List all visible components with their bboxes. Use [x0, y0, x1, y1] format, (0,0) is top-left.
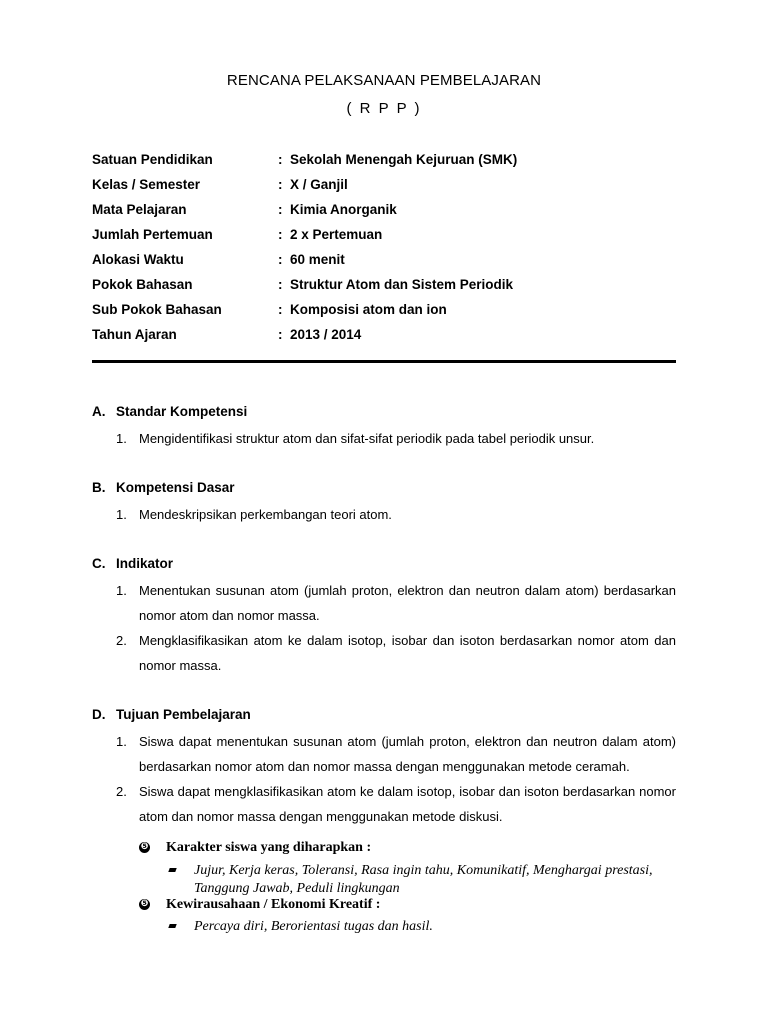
item-number: 1.	[116, 734, 127, 749]
section-heading	[92, 480, 676, 500]
section-tujuan-pembelajaran	[92, 707, 676, 829]
kewirausahaan-block	[139, 897, 679, 936]
info-colon: :	[278, 227, 283, 242]
kewirausahaan-text: Percaya diri, Berorientasi tugas dan hasil.	[194, 919, 433, 934]
info-colon: :	[278, 327, 283, 342]
list-item	[92, 779, 676, 829]
info-value: Struktur Atom dan Sistem Periodik	[290, 277, 514, 292]
info-value: X / Ganjil	[290, 177, 348, 192]
circled-number-icon: ❺	[140, 899, 149, 909]
info-value: Kimia Anorganik	[290, 202, 397, 217]
section-title: Kompetensi Dasar	[116, 480, 235, 495]
item-number: 1.	[116, 507, 127, 522]
item-number: 1.	[116, 583, 127, 598]
list-item	[92, 502, 676, 527]
section-title: Tujuan Pembelajaran	[116, 707, 251, 722]
info-colon: :	[278, 277, 283, 292]
list-item	[92, 578, 676, 628]
list-item	[92, 729, 676, 779]
info-label: Mata Pelajaran	[92, 202, 187, 217]
karakter-title: Karakter siswa yang diharapkan :	[166, 840, 372, 855]
section-heading	[92, 404, 676, 424]
kewirausahaan-item	[139, 918, 679, 936]
section-indikator	[92, 556, 676, 678]
item-text: Siswa dapat menentukan susunan atom (jumlah proton, elektron dan neutron dalam atom) berdasarkan nomor atom dan nomor massa dengan menggunakan metode ceramah.	[139, 734, 676, 774]
section-letter: A.	[92, 404, 106, 419]
kewirausahaan-title: Kewirausahaan / Ekonomi Kreatif :	[166, 897, 381, 912]
document-title: RENCANA PELAKSANAAN PEMBELAJARAN	[226, 72, 542, 89]
section-kompetensi-dasar	[92, 480, 676, 527]
info-value: 2013 / 2014	[290, 327, 362, 342]
info-row-kelas	[92, 177, 692, 202]
square-bullet-icon	[168, 924, 176, 928]
info-row-alokasi	[92, 252, 692, 277]
info-label: Jumlah Pertemuan	[92, 227, 213, 242]
info-label: Tahun Ajaran	[92, 327, 177, 342]
info-colon: :	[278, 152, 283, 167]
item-text: Mengklasifikasikan atom ke dalam isotop, isobar dan isoton berdasarkan nomor atom dan nomor massa.	[139, 633, 676, 673]
section-letter: B.	[92, 480, 106, 495]
item-number: 2.	[116, 784, 127, 799]
item-text: Mendeskripsikan perkembangan teori atom.	[139, 507, 392, 522]
section-letter: D.	[92, 707, 106, 722]
item-number: 1.	[116, 431, 127, 446]
section-letter: C.	[92, 556, 106, 571]
info-label: Satuan Pendidikan	[92, 152, 213, 167]
info-row-pokok	[92, 277, 692, 302]
info-value: 60 menit	[290, 252, 345, 267]
info-value: 2 x Pertemuan	[290, 227, 383, 242]
section-heading	[92, 556, 676, 576]
info-colon: :	[278, 302, 283, 317]
info-colon: :	[278, 177, 283, 192]
section-divider	[92, 360, 676, 363]
section-heading	[92, 707, 676, 727]
list-item	[92, 426, 676, 451]
info-value: Komposisi atom dan ion	[290, 302, 447, 317]
document-subtitle: ( R P P )	[346, 100, 422, 117]
info-colon: :	[278, 202, 283, 217]
info-label: Pokok Bahasan	[92, 277, 193, 292]
karakter-item	[139, 862, 679, 898]
info-label: Sub Pokok Bahasan	[92, 302, 222, 317]
info-table	[92, 152, 692, 352]
info-row-satuan	[92, 152, 692, 177]
info-row-mapel	[92, 202, 692, 227]
karakter-text: Jujur, Kerja keras, Toleransi, Rasa ingin tahu, Komunikatif, Menghargai prestasi, Tanggung Jawab, Peduli lingkungan	[194, 863, 653, 896]
item-text: Mengidentifikasi struktur atom dan sifat-sifat periodik pada tabel periodik unsur.	[139, 431, 595, 446]
item-text: Menentukan susunan atom (jumlah proton, elektron dan neutron dalam atom) berdasarkan nomor atom dan nomor massa.	[139, 583, 676, 623]
list-item	[92, 628, 676, 678]
info-row-tahun	[92, 327, 692, 352]
section-title: Standar Kompetensi	[116, 404, 248, 419]
karakter-heading	[139, 840, 679, 860]
info-label: Alokasi Waktu	[92, 252, 184, 267]
info-colon: :	[278, 252, 283, 267]
info-label: Kelas / Semester	[92, 177, 201, 192]
section-title: Indikator	[116, 556, 174, 571]
item-text: Siswa dapat mengklasifikasikan atom ke dalam isotop, isobar dan isoton berdasarkan nomor atom dan nomor massa dengan menggunakan metode diskusi.	[139, 784, 676, 824]
circled-number-icon: ❺	[140, 842, 149, 852]
square-bullet-icon	[168, 868, 176, 872]
info-row-pertemuan	[92, 227, 692, 252]
info-value: Sekolah Menengah Kejuruan (SMK)	[290, 152, 518, 167]
item-number: 2.	[116, 633, 127, 648]
kewirausahaan-heading	[139, 897, 679, 917]
karakter-block	[139, 840, 679, 898]
section-standar-kompetensi	[92, 404, 676, 451]
info-row-subpokok	[92, 302, 692, 327]
